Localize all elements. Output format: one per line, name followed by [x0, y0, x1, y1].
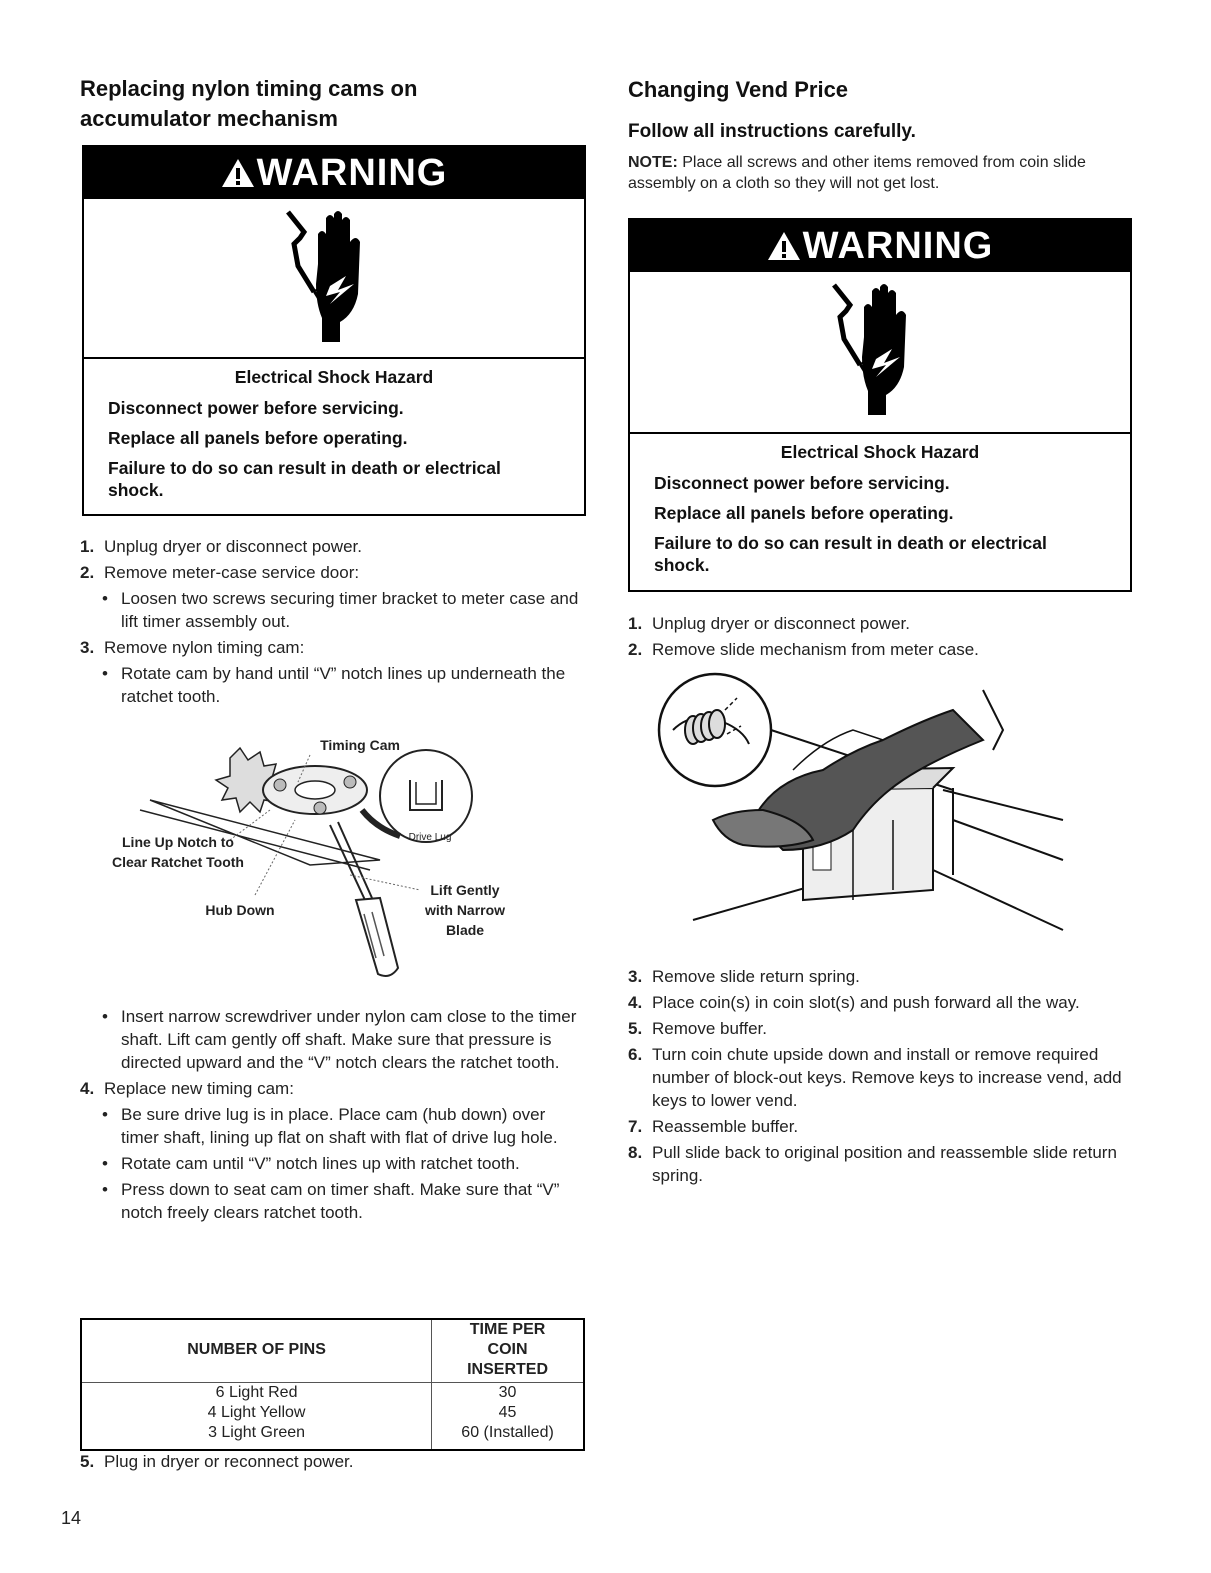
step-text: Unplug dryer or disconnect power. [104, 537, 362, 556]
step-number: 3. [80, 638, 95, 657]
bullet-item: • Loosen two screws securing timer bracket to meter case and lift timer assembly out. [80, 587, 585, 633]
table-header-pins: NUMBER OF PINS [81, 1319, 432, 1383]
step-text: Place coin(s) in coin slot(s) and push forward all the way. [652, 993, 1080, 1012]
warning-triangle-icon [767, 231, 801, 261]
table-header-time: TIME PER COIN INSERTED [432, 1319, 584, 1383]
pins-time-table [80, 1318, 585, 1451]
step-number: 3. [628, 967, 643, 986]
step-text: Pull slide back to original position and reassemble slide return spring. [652, 1143, 1117, 1185]
table-cell: 6 Light Red [81, 1383, 432, 1404]
step-text: Replace new timing cam: [104, 1079, 294, 1098]
warning-header-text: WARNING [802, 224, 994, 267]
table-cell: 4 Light Yellow [81, 1403, 432, 1423]
step-item [80, 636, 585, 659]
page-number: 14 [61, 1508, 82, 1528]
warning-line-1: Disconnect power before servicing. [108, 398, 404, 418]
label-line-up-notch: Line Up Notch to Clear Ratchet Tooth [112, 834, 244, 870]
warning-header [84, 147, 584, 199]
step-item [628, 991, 1133, 1014]
step-item [80, 1450, 585, 1473]
step-item [628, 1141, 1133, 1187]
step-text: Remove buffer. [652, 1019, 767, 1038]
note-text: Place all screws and other items removed from coin slide assembly on a cloth so they will not get lost. [628, 154, 1086, 192]
step-number: 4. [80, 1079, 95, 1098]
step-text: Turn coin chute upside down and install or remove required number of block-out keys. Remove keys to increase vend, add keys to lower vend. [652, 1045, 1122, 1110]
step-item [628, 965, 1133, 988]
steps-1-2-left [80, 535, 585, 708]
warning-text-left [84, 365, 584, 501]
table-cell: 30 [498, 1384, 517, 1401]
table-cell: 60 (Installed) [461, 1424, 554, 1441]
step-item [80, 535, 585, 558]
shock-icon-area [630, 272, 1130, 434]
step-number: 4. [628, 993, 643, 1012]
step-item [628, 638, 1133, 661]
step-item [628, 1115, 1133, 1138]
step-text: Remove nylon timing cam: [104, 638, 305, 657]
step-5-left [80, 1450, 585, 1473]
step-number: 5. [628, 1019, 643, 1038]
table-row [81, 1423, 584, 1450]
label-timing-cam: Timing Cam [320, 737, 400, 753]
step-item [628, 1017, 1133, 1040]
step-text: Remove slide mechanism from meter case. [652, 640, 979, 659]
warning-box-left [82, 145, 586, 516]
warning-title: Electrical Shock Hazard [780, 442, 980, 462]
warning-header [630, 220, 1130, 272]
section-title-vend-price: Changing Vend Price [628, 77, 849, 102]
step-item [80, 561, 585, 584]
note-label: NOTE: [628, 154, 678, 171]
bullet-item: • Press down to seat cam on timer shaft. Make sure that “V” notch freely clears ratchet tooth. [80, 1178, 585, 1224]
warning-line-3: Failure to do so can result in death or electrical shock. [108, 458, 501, 500]
table-cell: 45 [498, 1404, 517, 1421]
step-number: 2. [628, 640, 643, 659]
step-number: 5. [80, 1452, 95, 1471]
section-title-timing-cams: Replacing nylon timing cams on accumulator mechanism [80, 76, 418, 131]
step-text: Reassemble buffer. [652, 1117, 799, 1136]
label-hub-down: Hub Down [205, 902, 275, 918]
slide-mechanism-illustration [653, 670, 1073, 950]
steps-cam-replace [80, 1005, 585, 1224]
steps-3-8-right [628, 965, 1133, 1187]
bullet-item: • Rotate cam until “V” notch lines up with ratchet tooth. [80, 1152, 585, 1175]
step-text: Remove meter-case service door: [104, 563, 360, 582]
warning-line-2: Replace all panels before operating. [654, 503, 954, 523]
step-text: Unplug dryer or disconnect power. [652, 614, 910, 633]
step-number: 1. [80, 537, 95, 556]
step-number: 8. [628, 1143, 643, 1162]
warning-line-1: Disconnect power before servicing. [654, 473, 950, 493]
bullet-item: • Be sure drive lug is in place. Place cam (hub down) over timer shaft, lining up flat on shaft with flat of drive lug hole. [80, 1103, 585, 1149]
warning-triangle-icon [221, 158, 255, 188]
warning-line-3: Failure to do so can result in death or electrical shock. [654, 533, 1047, 575]
subhead-follow-instructions: Follow all instructions carefully. [628, 121, 916, 142]
step-number: 7. [628, 1117, 643, 1136]
step-item [628, 612, 1133, 635]
warning-title: Electrical Shock Hazard [234, 367, 434, 387]
table-cell: 3 Light Green [81, 1423, 432, 1450]
warning-line-2: Replace all panels before operating. [108, 428, 408, 448]
step-text: Plug in dryer or reconnect power. [104, 1452, 354, 1471]
label-lift-gently: Lift Gently with Narrow Blade [424, 882, 506, 938]
table-row [81, 1403, 584, 1423]
warning-header-text: WARNING [256, 151, 448, 194]
note-paragraph [628, 152, 1103, 194]
warning-text-right [630, 440, 1130, 576]
electrical-shock-hand-icon [820, 277, 940, 427]
step-item [628, 1043, 1133, 1112]
step-text: Remove slide return spring. [652, 967, 860, 986]
step-item [80, 1077, 585, 1100]
bullet-item: • Insert narrow screwdriver under nylon cam close to the timer shaft. Lift cam gently off shaft. Make sure that pressure is directed upward and the “V” notch clears the ratchet tooth. [80, 1005, 585, 1074]
label-drive-lug: Drive Lug [408, 832, 452, 843]
step-number: 6. [628, 1045, 643, 1064]
step-number: 2. [80, 563, 95, 582]
step-number: 1. [628, 614, 643, 633]
shock-icon-area [84, 199, 584, 359]
steps-1-2-right [628, 612, 1133, 661]
table-row [81, 1383, 584, 1404]
electrical-shock-hand-icon [274, 204, 394, 354]
bullet-item: • Rotate cam by hand until “V” notch lines up underneath the ratchet tooth. [80, 662, 585, 708]
table-header-row [81, 1319, 584, 1383]
timing-cam-figure [80, 730, 585, 990]
warning-box-right [628, 218, 1132, 592]
